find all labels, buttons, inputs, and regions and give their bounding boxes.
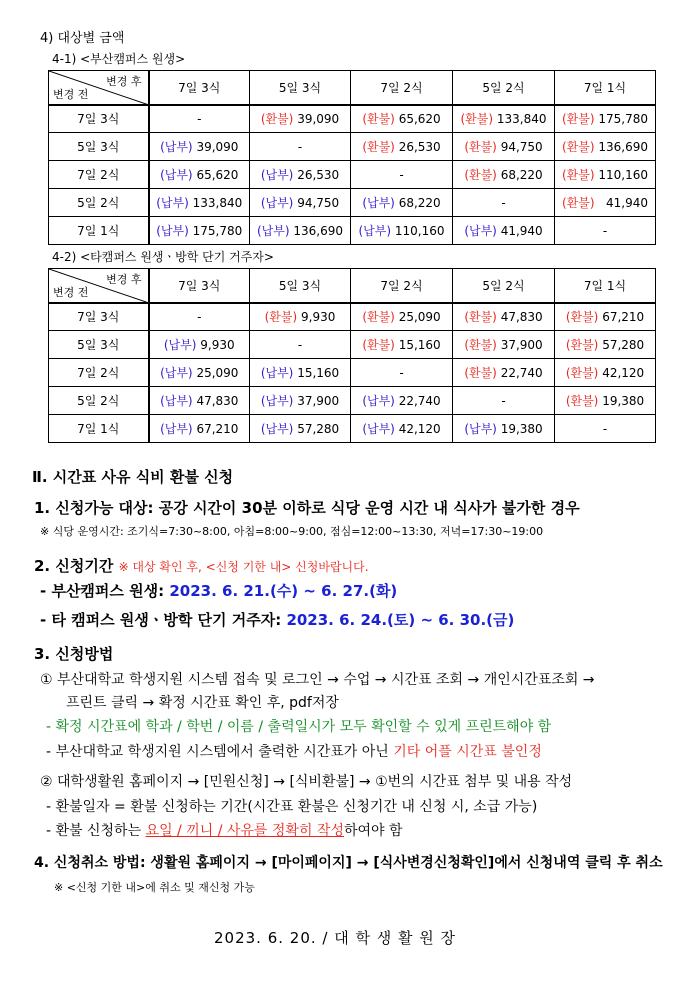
amount-cell — [453, 105, 555, 133]
step1-line2: 프린트 클릭 → 확정 시간표 확인 후, pdf저장 — [66, 695, 339, 711]
step1-note1: - 확정 시간표에 학과 / 학번 / 이름 / 출력일시가 모두 확인할 수 있게 프린트해야 함 — [46, 719, 552, 735]
table-row — [49, 331, 656, 359]
amount-tag: (납부) — [464, 422, 497, 436]
period-busan — [40, 580, 397, 601]
amount-tag: (환불) — [362, 140, 395, 154]
column-header: 7일 1식 — [555, 71, 656, 105]
row-header: 7일 1식 — [49, 415, 149, 443]
amount-value: 68,220 — [496, 168, 543, 182]
table-row — [49, 133, 656, 161]
amount-cell — [250, 303, 351, 331]
amount-value: 26,530 — [293, 168, 340, 182]
amount-value: 9,930 — [297, 310, 336, 325]
amount-value: - — [197, 309, 202, 324]
amount-cell — [351, 303, 453, 331]
fee-table-other — [48, 268, 656, 443]
item4-note: ※ <신청 기한 내>에 취소 및 재신청 가능 — [54, 881, 255, 894]
table-row — [49, 415, 656, 443]
row-header: 7일 3식 — [49, 105, 149, 133]
amount-cell — [250, 189, 351, 217]
row-header: 7일 3식 — [49, 303, 149, 331]
amount-cell — [351, 161, 453, 189]
amount-tag: (환불) — [460, 112, 494, 127]
amount-value: 22,740 — [394, 394, 441, 408]
amount-cell — [351, 359, 453, 387]
amount-tag: (납부) — [156, 196, 189, 210]
amount-value: 47,830 — [496, 310, 543, 325]
step1-line1: ① 부산대학교 학생지원 시스템 접속 및 로그인 → 수업 → 시간표 조회 → 개인시간표조회 → — [40, 672, 595, 688]
amount-value: - — [501, 393, 506, 408]
amount-tag: (납부) — [260, 196, 294, 210]
amount-cell — [250, 331, 351, 359]
amount-value: 9,930 — [196, 338, 235, 352]
amount-value: - — [399, 167, 404, 182]
amount-value: 19,380 — [496, 422, 543, 436]
table-row — [49, 189, 656, 217]
fee-table-busan — [48, 70, 656, 245]
table-row — [49, 303, 656, 331]
amount-tag: (납부) — [260, 394, 294, 408]
amount-value: 39,090 — [192, 140, 239, 154]
amount-value: 42,120 — [598, 366, 645, 380]
column-header: 7일 1식 — [555, 269, 656, 303]
amount-cell — [149, 105, 250, 133]
table-row — [49, 217, 656, 245]
amount-value: 15,160 — [293, 366, 340, 380]
amount-cell — [250, 359, 351, 387]
amount-value: 68,220 — [394, 196, 441, 210]
amount-value: - — [297, 139, 303, 154]
amount-tag: (납부) — [160, 140, 193, 154]
amount-tag: (환불) — [464, 140, 497, 154]
amount-cell — [149, 303, 250, 331]
item2-label: 2. 신청기간 — [34, 557, 114, 575]
amount-value: 57,280 — [293, 422, 340, 436]
part2-heading: Ⅱ. 시간표 사유 식비 환불 신청 — [32, 468, 234, 486]
amount-value: 39,090 — [293, 112, 340, 127]
corner-cell — [49, 269, 149, 303]
amount-cell — [149, 387, 250, 415]
item3-method: 3. 신청방법 — [34, 645, 114, 663]
amount-tag: (납부) — [358, 224, 392, 238]
amount-cell — [250, 105, 351, 133]
amount-tag: (납부) — [362, 394, 395, 408]
row-header: 7일 1식 — [49, 217, 149, 245]
amount-tag: (납부) — [160, 394, 193, 408]
section-title: 4) 대상별 금액 — [40, 31, 125, 46]
amount-tag: (환불) — [565, 310, 599, 325]
amount-cell — [453, 415, 555, 443]
amount-value: 110,160 — [391, 224, 445, 238]
amount-cell — [351, 415, 453, 443]
column-header: 7일 3식 — [149, 71, 250, 105]
row-header: 5일 3식 — [49, 331, 149, 359]
table-row — [49, 359, 656, 387]
amount-cell — [555, 105, 656, 133]
amount-cell — [149, 415, 250, 443]
row-header: 5일 2식 — [49, 189, 149, 217]
amount-tag: (납부) — [362, 422, 395, 436]
table-row — [49, 105, 656, 133]
column-header: 5일 2식 — [453, 71, 555, 105]
amount-cell — [555, 217, 656, 245]
step2-note2-emphasis: 요일 / 끼니 / 사유를 정확히 작성 — [145, 823, 344, 839]
table2-title: 4-2) <타캠퍼스 원생ㆍ방학 단기 거주자> — [52, 250, 274, 264]
period-other-label: - 타 캠퍼스 원생ㆍ방학 단기 거주자: — [40, 611, 282, 629]
table-row — [49, 387, 656, 415]
amount-cell — [250, 161, 351, 189]
amount-cell — [453, 331, 555, 359]
amount-cell — [555, 189, 656, 217]
row-header: 7일 2식 — [49, 161, 149, 189]
corner-before-label: 변경 전 — [53, 285, 89, 299]
amount-cell — [555, 415, 656, 443]
amount-tag: (환불) — [565, 394, 599, 408]
amount-cell — [555, 303, 656, 331]
column-header: 7일 2식 — [351, 71, 453, 105]
amount-value: 67,210 — [598, 310, 645, 325]
amount-value: 65,620 — [394, 112, 441, 127]
amount-tag: (환불) — [464, 338, 497, 352]
amount-value: - — [297, 337, 303, 352]
amount-tag: (환불) — [362, 112, 395, 127]
step2-note2-a: - 환불 신청하는 — [46, 823, 146, 839]
step1-note2 — [46, 741, 542, 761]
amount-cell — [555, 161, 656, 189]
amount-value: 37,900 — [496, 338, 543, 352]
amount-value: 133,840 — [188, 196, 243, 210]
amount-cell — [555, 359, 656, 387]
amount-cell — [149, 331, 250, 359]
amount-cell — [351, 189, 453, 217]
column-header: 7일 2식 — [351, 269, 453, 303]
amount-tag: (납부) — [160, 422, 193, 436]
amount-cell — [453, 303, 555, 331]
amount-tag: (납부) — [260, 422, 294, 436]
amount-value: 19,380 — [598, 394, 645, 408]
amount-value: 67,210 — [192, 422, 239, 436]
step2-note1: - 환불일자 = 환불 신청하는 기간(시간표 환불은 신청기간 내 신청 시, 소급 가능) — [46, 799, 538, 815]
amount-cell — [555, 387, 656, 415]
step1-note2-text: - 부산대학교 학생지원 시스템에서 출력한 시간표가 아닌 — [46, 744, 394, 760]
amount-cell — [351, 105, 453, 133]
amount-cell — [149, 359, 250, 387]
column-header: 5일 3식 — [250, 269, 351, 303]
step2-line: ② 대학생활원 홈페이지 → [민원신청] → [식비환불] → ①번의 시간표 첨부 및 내용 작성 — [40, 774, 573, 790]
amount-cell — [453, 133, 555, 161]
amount-tag: (환불) — [362, 338, 395, 352]
amount-value: 26,530 — [394, 140, 441, 154]
amount-tag: (환불) — [565, 338, 599, 352]
amount-value: 47,830 — [192, 394, 239, 408]
amount-tag: (납부) — [160, 366, 193, 380]
amount-cell — [250, 217, 351, 245]
amount-cell — [149, 161, 250, 189]
amount-cell — [250, 387, 351, 415]
column-header: 5일 3식 — [250, 71, 351, 105]
amount-cell — [453, 387, 555, 415]
amount-cell — [250, 415, 351, 443]
amount-value: 41,940 — [496, 224, 543, 238]
step2-note2 — [46, 820, 403, 840]
amount-tag: (납부) — [464, 224, 497, 238]
amount-value: 133,840 — [493, 112, 547, 127]
column-header: 7일 3식 — [149, 269, 250, 303]
amount-tag: (환불) — [264, 310, 298, 325]
step2-note2-c: 하여야 함 — [343, 823, 403, 839]
step1-note2-warning: 기타 어플 시간표 불인정 — [393, 744, 542, 760]
amount-tag: (환불) — [562, 196, 595, 210]
amount-value: 94,750 — [293, 196, 340, 210]
amount-cell — [250, 133, 351, 161]
amount-value: - — [197, 111, 202, 126]
amount-value: 25,090 — [394, 310, 441, 325]
period-busan-label: - 부산캠퍼스 원생: — [40, 582, 165, 600]
amount-tag: (납부) — [156, 224, 189, 238]
amount-tag: (납부) — [260, 366, 294, 380]
amount-tag: (환불) — [464, 310, 497, 325]
amount-value: 65,620 — [192, 168, 239, 182]
amount-tag: (환불) — [562, 112, 595, 127]
item4-cancel: 4. 신청취소 방법: 생활원 홈페이지 → [마이페이지] → [식사변경신청확인]에서 신청내역 클릭 후 취소 — [34, 855, 663, 871]
item1-eligibility: 1. 신청가능 대상: 공강 시간이 30분 이하로 식당 운영 시간 내 식사가 불가한 경우 — [34, 499, 580, 517]
amount-tag: (환불) — [565, 366, 599, 380]
amount-cell — [351, 331, 453, 359]
amount-value: - — [399, 365, 404, 380]
amount-value: 25,090 — [192, 366, 239, 380]
amount-value: - — [602, 223, 608, 238]
footer-signature: 2023. 6. 20. / 대 학 생 활 원 장 — [214, 929, 457, 947]
amount-value: 136,690 — [594, 140, 648, 154]
amount-value: 37,900 — [293, 394, 340, 408]
amount-tag: (납부) — [362, 196, 395, 210]
amount-tag: (환불) — [260, 112, 294, 127]
row-header: 5일 2식 — [49, 387, 149, 415]
amount-value: 42,120 — [394, 422, 441, 436]
amount-cell — [149, 217, 250, 245]
amount-cell — [453, 161, 555, 189]
period-busan-dates: 2023. 6. 21.(수) ~ 6. 27.(화) — [169, 582, 398, 600]
amount-value: 175,780 — [188, 224, 243, 238]
row-header: 7일 2식 — [49, 359, 149, 387]
amount-tag: (환불) — [464, 366, 497, 380]
amount-cell — [555, 331, 656, 359]
amount-cell — [555, 133, 656, 161]
amount-cell — [351, 217, 453, 245]
corner-before-label: 변경 전 — [53, 87, 89, 101]
amount-value: 94,750 — [496, 140, 543, 154]
amount-cell — [149, 189, 250, 217]
amount-tag: (환불) — [562, 140, 595, 154]
table1-title: 4-1) <부산캠퍼스 원생> — [52, 52, 186, 66]
amount-tag: (납부) — [160, 168, 193, 182]
amount-value: - — [501, 195, 506, 210]
table-row — [49, 161, 656, 189]
amount-cell — [453, 359, 555, 387]
amount-tag: (환불) — [464, 168, 497, 182]
corner-after-label: 변경 후 — [106, 75, 142, 88]
amount-cell — [453, 217, 555, 245]
amount-value: 15,160 — [394, 338, 441, 352]
amount-tag: (납부) — [260, 168, 294, 182]
item1-note: ※ 식당 운영시간: 조기식=7:30~8:00, 아침=8:00~9:00, 점심=12:00~13:30, 저녁=17:30~19:00 — [40, 525, 544, 538]
period-other — [40, 609, 514, 630]
amount-value: 136,690 — [289, 224, 343, 238]
corner-cell — [49, 71, 149, 105]
amount-cell — [351, 387, 453, 415]
amount-cell — [453, 189, 555, 217]
amount-value: 41,940 — [594, 196, 648, 210]
amount-cell — [351, 133, 453, 161]
amount-value: 22,740 — [496, 366, 543, 380]
amount-tag: (환불) — [562, 168, 595, 182]
amount-value: - — [602, 421, 608, 436]
period-other-dates: 2023. 6. 24.(토) ~ 6. 30.(금) — [286, 611, 515, 629]
item2-period — [34, 555, 369, 576]
amount-tag: (환불) — [362, 310, 395, 325]
row-header: 5일 3식 — [49, 133, 149, 161]
amount-value: 57,280 — [598, 338, 645, 352]
amount-value: 175,780 — [594, 112, 648, 127]
amount-cell — [149, 133, 250, 161]
amount-tag: (납부) — [163, 338, 197, 352]
item2-note: ※ 대상 확인 후, <신청 기한 내> 신청바랍니다. — [118, 560, 369, 574]
column-header: 5일 2식 — [453, 269, 555, 303]
corner-after-label: 변경 후 — [106, 273, 142, 286]
amount-value: 110,160 — [594, 168, 648, 182]
amount-tag: (납부) — [257, 224, 290, 238]
